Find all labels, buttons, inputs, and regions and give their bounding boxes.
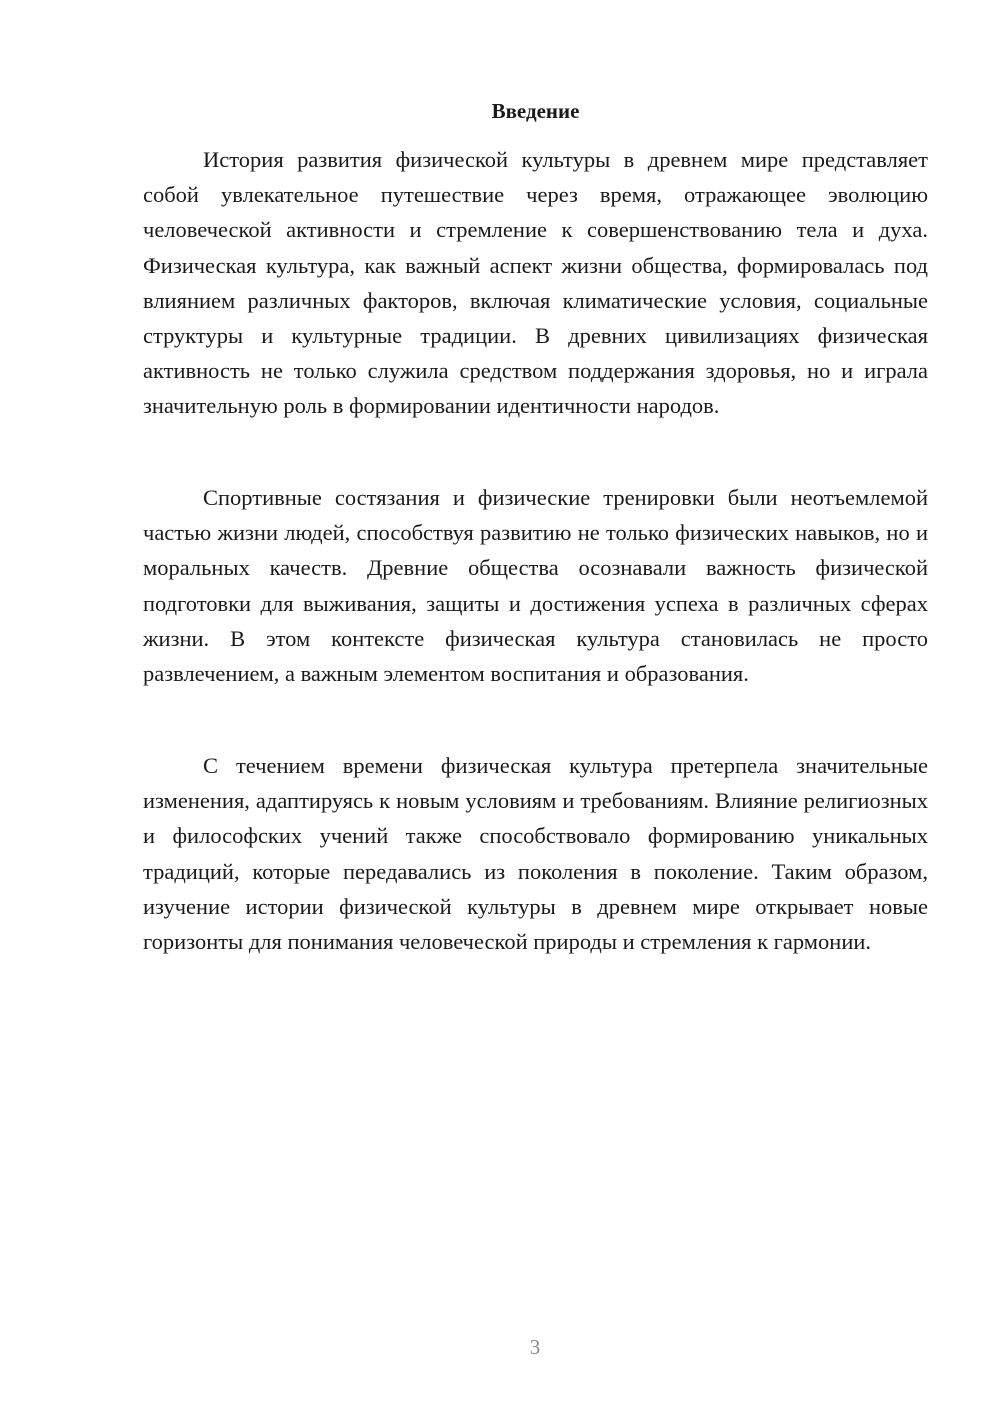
paragraph-1: История развития физической культуры в древнем мире представляет собой увлекательное путешествие через время, отражающее эволюцию человеческой активности и стремление к совершенствованию тела и духа. Физическая культура, как важный аспект жизни общества, формировалась под влиянием различных факторов, включая климатические условия, социальные структуры и культурные традиции. В древних цивилизациях физическая активность не только служила средством поддержания здоровья, но и играла значительную роль в формировании идентичности народов.: [143, 147, 928, 419]
paragraph-2: Спортивные состязания и физические тренировки были неотъемлемой частью жизни людей, способствуя развитию не только физических навыков, но и моральных качеств. Древние общества осознавали важность физической подготовки для выживания, защиты и достижения успеха в различных сферах жизни. В этом контексте физическая культура становилась не просто развлечением, а важным элементом воспитания и образования.: [143, 485, 928, 687]
page-number: 3: [529, 1335, 541, 1359]
section-title: Введение: [491, 99, 580, 123]
paragraph-3: С течением времени физическая культура претерпела значительные изменения, адаптируясь к новым условиям и требованиям. Влияние религиозных и философских учений также способствовало формированию уникальных традиций, которые передавались из поколения в поколение. Таким образом, изучение истории физической культуры в древнем мире открывает новые горизонты для понимания человеческой природы и стремления к гармонии.: [143, 753, 928, 955]
